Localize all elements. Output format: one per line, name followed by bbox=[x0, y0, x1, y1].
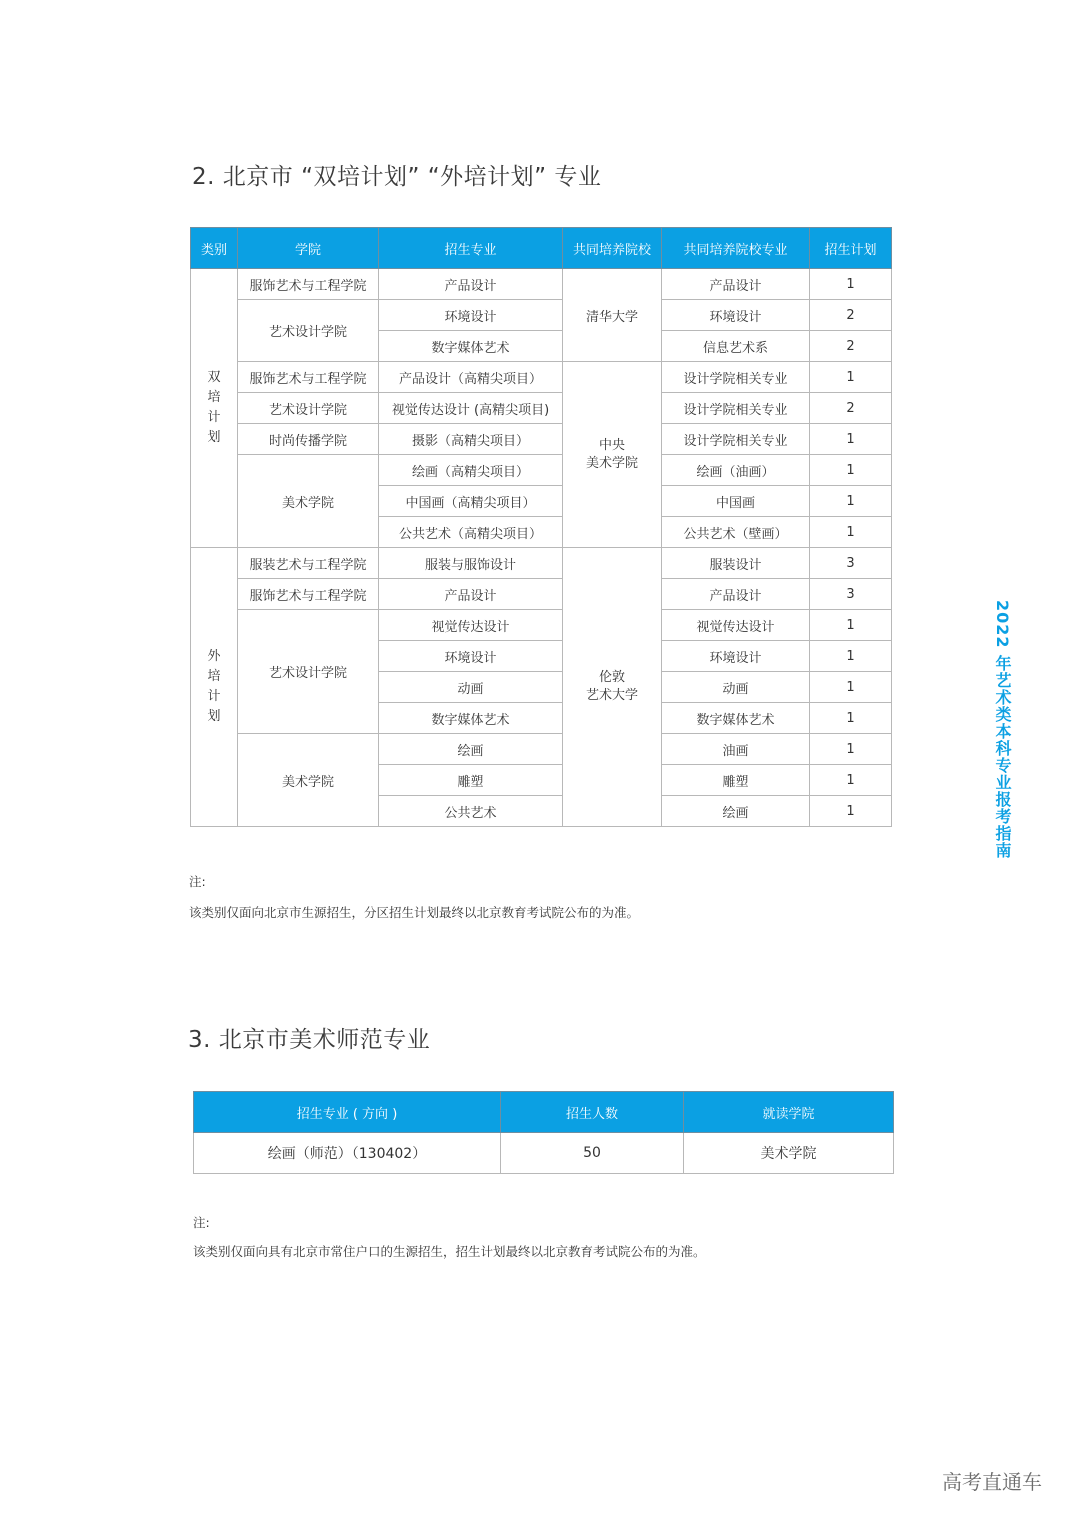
quota-cell: 1 bbox=[810, 517, 892, 548]
quota-cell: 1 bbox=[810, 269, 892, 300]
partner-major-cell: 设计学院相关专业 bbox=[662, 393, 810, 424]
quota-cell: 1 bbox=[810, 703, 892, 734]
major-cell: 产品设计（高精尖项目） bbox=[379, 362, 563, 393]
category-dual-training: 双 培 计 划 bbox=[191, 269, 238, 548]
partner-major-cell: 绘画（油画） bbox=[662, 455, 810, 486]
major-cell: 产品设计 bbox=[379, 269, 563, 300]
note-label: 注: bbox=[189, 874, 206, 889]
partner-major-cell: 环境设计 bbox=[662, 641, 810, 672]
partner-major-cell: 油画 bbox=[662, 734, 810, 765]
table-row bbox=[191, 269, 892, 300]
dual-training-table bbox=[190, 227, 892, 827]
table-row bbox=[191, 300, 892, 331]
major-cell: 绘画 bbox=[379, 734, 563, 765]
quota-cell: 1 bbox=[810, 734, 892, 765]
major-cell: 视觉传达设计 bbox=[379, 610, 563, 641]
table-row bbox=[194, 1133, 894, 1174]
major-cell: 中国画（高精尖项目） bbox=[379, 486, 563, 517]
partner-major-cell: 产品设计 bbox=[662, 579, 810, 610]
major-cell: 雕塑 bbox=[379, 765, 563, 796]
quota-cell: 2 bbox=[810, 393, 892, 424]
college-cell: 服饰艺术与工程学院 bbox=[238, 362, 379, 393]
category-overseas-training: 外 培 计 划 bbox=[191, 548, 238, 827]
quota-cell: 1 bbox=[810, 610, 892, 641]
quota-cell: 1 bbox=[810, 362, 892, 393]
college-cell: 艺术设计学院 bbox=[238, 300, 379, 362]
quota-cell: 1 bbox=[810, 424, 892, 455]
header-category: 类别 bbox=[191, 228, 238, 269]
side-banner: 2022 年艺术类本科专业报考指南 bbox=[993, 600, 1012, 860]
major-cell: 视觉传达设计 (高精尖项目) bbox=[379, 393, 563, 424]
partner-major-cell: 动画 bbox=[662, 672, 810, 703]
table-row bbox=[191, 610, 892, 641]
art-teacher-table bbox=[193, 1091, 894, 1174]
college-cell: 时尚传播学院 bbox=[238, 424, 379, 455]
note-label: 注: bbox=[193, 1215, 210, 1230]
section-3-title: 3. 北京市美术师范专业 bbox=[188, 1027, 431, 1053]
header-major-direction: 招生专业 ( 方向 ) bbox=[194, 1092, 501, 1133]
quota-cell: 1 bbox=[810, 455, 892, 486]
header-partner-school: 共同培养院校 bbox=[563, 228, 662, 269]
quota-cell: 1 bbox=[810, 672, 892, 703]
partner-major-cell: 信息艺术系 bbox=[662, 331, 810, 362]
partner-major-cell: 视觉传达设计 bbox=[662, 610, 810, 641]
major-cell: 摄影（高精尖项目） bbox=[379, 424, 563, 455]
header-quota: 招生计划 bbox=[810, 228, 892, 269]
header-enrollment-count: 招生人数 bbox=[501, 1092, 684, 1133]
table-header-row bbox=[194, 1092, 894, 1133]
partner-major-cell: 雕塑 bbox=[662, 765, 810, 796]
header-major: 招生专业 bbox=[379, 228, 563, 269]
footer-brand: 高考直通车 bbox=[942, 1470, 1042, 1494]
table-row bbox=[191, 393, 892, 424]
college-cell: 艺术设计学院 bbox=[238, 610, 379, 734]
header-partner-major: 共同培养院校专业 bbox=[662, 228, 810, 269]
header-college: 就读学院 bbox=[684, 1092, 894, 1133]
table-row bbox=[191, 734, 892, 765]
partner-major-cell: 绘画 bbox=[662, 796, 810, 827]
major-cell: 产品设计 bbox=[379, 579, 563, 610]
college-cell: 美术学院 bbox=[238, 455, 379, 548]
table-header-row bbox=[191, 228, 892, 269]
note-text: 该类别仅面向具有北京市常住户口的生源招生，招生计划最终以北京教育考试院公布的为准。 bbox=[193, 1244, 706, 1259]
count-cell: 50 bbox=[501, 1133, 684, 1174]
note-text: 该类别仅面向北京市生源招生，分区招生计划最终以北京教育考试院公布的为准。 bbox=[189, 905, 640, 920]
quota-cell: 3 bbox=[810, 579, 892, 610]
quota-cell: 1 bbox=[810, 641, 892, 672]
college-cell: 服装艺术与工程学院 bbox=[238, 548, 379, 579]
major-cell: 数字媒体艺术 bbox=[379, 331, 563, 362]
major-cell: 环境设计 bbox=[379, 300, 563, 331]
quota-cell: 1 bbox=[810, 796, 892, 827]
major-cell: 绘画（高精尖项目） bbox=[379, 455, 563, 486]
partner-cell: 清华大学 bbox=[563, 269, 662, 362]
partner-major-cell: 中国画 bbox=[662, 486, 810, 517]
major-cell: 环境设计 bbox=[379, 641, 563, 672]
quota-cell: 1 bbox=[810, 486, 892, 517]
quota-cell: 2 bbox=[810, 300, 892, 331]
major-cell: 绘画（师范）（130402） bbox=[194, 1133, 501, 1174]
partner-cell: 中央 美术学院 bbox=[563, 362, 662, 548]
partner-major-cell: 公共艺术（壁画） bbox=[662, 517, 810, 548]
partner-major-cell: 设计学院相关专业 bbox=[662, 424, 810, 455]
major-cell: 数字媒体艺术 bbox=[379, 703, 563, 734]
college-cell: 美术学院 bbox=[238, 734, 379, 827]
college-cell: 艺术设计学院 bbox=[238, 393, 379, 424]
college-cell: 服饰艺术与工程学院 bbox=[238, 579, 379, 610]
college-cell: 服饰艺术与工程学院 bbox=[238, 269, 379, 300]
table-row bbox=[191, 424, 892, 455]
table-row bbox=[191, 579, 892, 610]
partner-cell: 伦敦 艺术大学 bbox=[563, 548, 662, 827]
partner-major-cell: 环境设计 bbox=[662, 300, 810, 331]
college-cell: 美术学院 bbox=[684, 1133, 894, 1174]
partner-major-cell: 数字媒体艺术 bbox=[662, 703, 810, 734]
quota-cell: 1 bbox=[810, 765, 892, 796]
major-cell: 服装与服饰设计 bbox=[379, 548, 563, 579]
header-college: 学院 bbox=[238, 228, 379, 269]
major-cell: 公共艺术（高精尖项目） bbox=[379, 517, 563, 548]
table-row bbox=[191, 548, 892, 579]
partner-major-cell: 设计学院相关专业 bbox=[662, 362, 810, 393]
major-cell: 动画 bbox=[379, 672, 563, 703]
quota-cell: 3 bbox=[810, 548, 892, 579]
table-row bbox=[191, 362, 892, 393]
section-2-title: 2. 北京市 “双培计划” “外培计划” 专业 bbox=[192, 164, 602, 190]
major-cell: 公共艺术 bbox=[379, 796, 563, 827]
table-row bbox=[191, 455, 892, 486]
partner-major-cell: 服装设计 bbox=[662, 548, 810, 579]
partner-major-cell: 产品设计 bbox=[662, 269, 810, 300]
quota-cell: 2 bbox=[810, 331, 892, 362]
